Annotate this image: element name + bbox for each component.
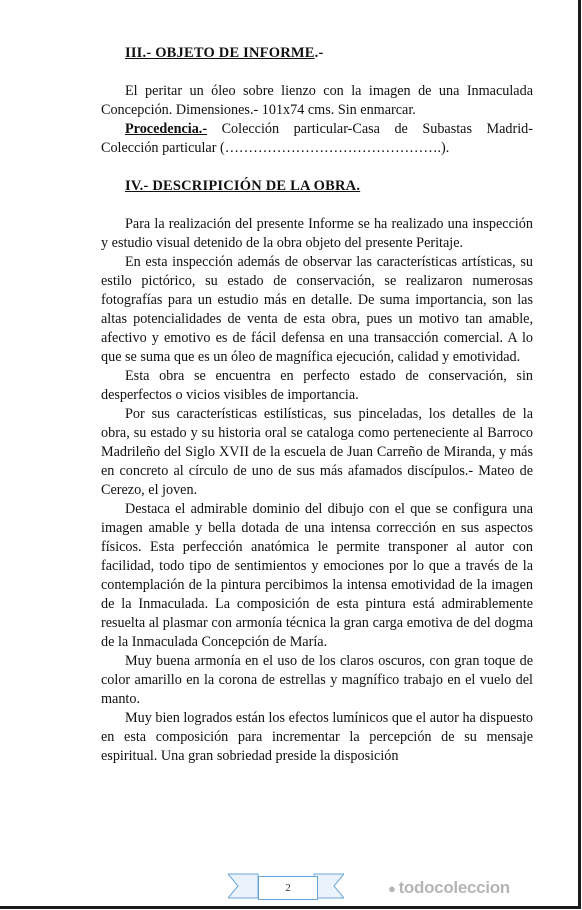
paragraph: Muy bien logrados están los efectos lumínicos que el autor ha dispuesto en esta composición para incrementar la percepción de su mensaje espiritual. Una gran sobriedad preside la disposición [101, 710, 533, 764]
paragraph: Destaca el admirable dominio del dibujo con el que se configura una imagen amable y bella dotada de una intensa corrección en sus aspectos físicos. Esta perfección anatómica le permite transponer al autor con facilidad, todo tipo de sentimientos y emociones por lo que a través de la contemplación de la pintura percibimos la intensa emotividad de la imagen de la Inmaculada. La composición de esta pintura está admirablemente resuelta al plasmar con armonía técnica la gran carga emotiva de del dogma de la Inmaculada Concepción de María. [101, 501, 533, 650]
paragraph: Por sus características estilísticas, sus pinceladas, los detalles de la obra, su estado y su historia oral se cataloga como perteneciente al Barroco Madrileño del Siglo XVII de la escuela de Juan Carreño de Miranda, y más en concreto al círculo de uno de sus más afamados discípulos.- Mateo de Cerezo, el joven. [101, 406, 533, 498]
todocoleccion-logo-icon: ● [388, 881, 396, 896]
paragraph-procedencia [101, 120, 533, 158]
paragraph: Muy buena armonía en el uso de los claros oscuros, con gran toque de color amarillo en la corona de estrellas y magnífico trabajo en el vuelo del manto. [101, 653, 533, 707]
document-body [101, 44, 533, 766]
page-number: 2 [258, 876, 318, 900]
paragraph-objeto: El peritar un óleo sobre lienzo con la imagen de una Inmaculada Concepción. Dimensiones.- 101x74 cms. Sin enmarcar. [101, 83, 533, 118]
paragraph: Para la realización del presente Informe se ha realizado una inspección y estudio visual detenido de la obra objeto del presente Peritaje. [101, 216, 533, 251]
section-heading-descripcion: IV.- DESCRIPICIÓN DE LA OBRA. [125, 178, 361, 194]
watermark: ● todocoleccion [388, 878, 510, 897]
procedencia-text: Colección particular-Casa de Subastas Madrid-Colección particular (……………………………………….). [101, 121, 533, 156]
section-heading-objeto: III.- OBJETO DE INFORME.- [125, 45, 324, 61]
procedencia-label: Procedencia.- [125, 121, 208, 137]
paragraph: Esta obra se encuentra en perfecto estado de conservación, sin desperfectos o vicios visibles de importancia. [101, 368, 533, 403]
paragraph: En esta inspección además de observar las características artísticas, su estilo pictórico, su estado de conservación, se realizaron numerosas fotografías para un estudio más en detalle. De suma importancia, son las altas potencialidades de venta de esta obra, pues un motivo tan amable, afectivo y emotivo es de fácil defensa en una transacción comercial. A lo que se suma que es un óleo de magnífica ejecución, calidad y emotividad. [101, 254, 533, 365]
